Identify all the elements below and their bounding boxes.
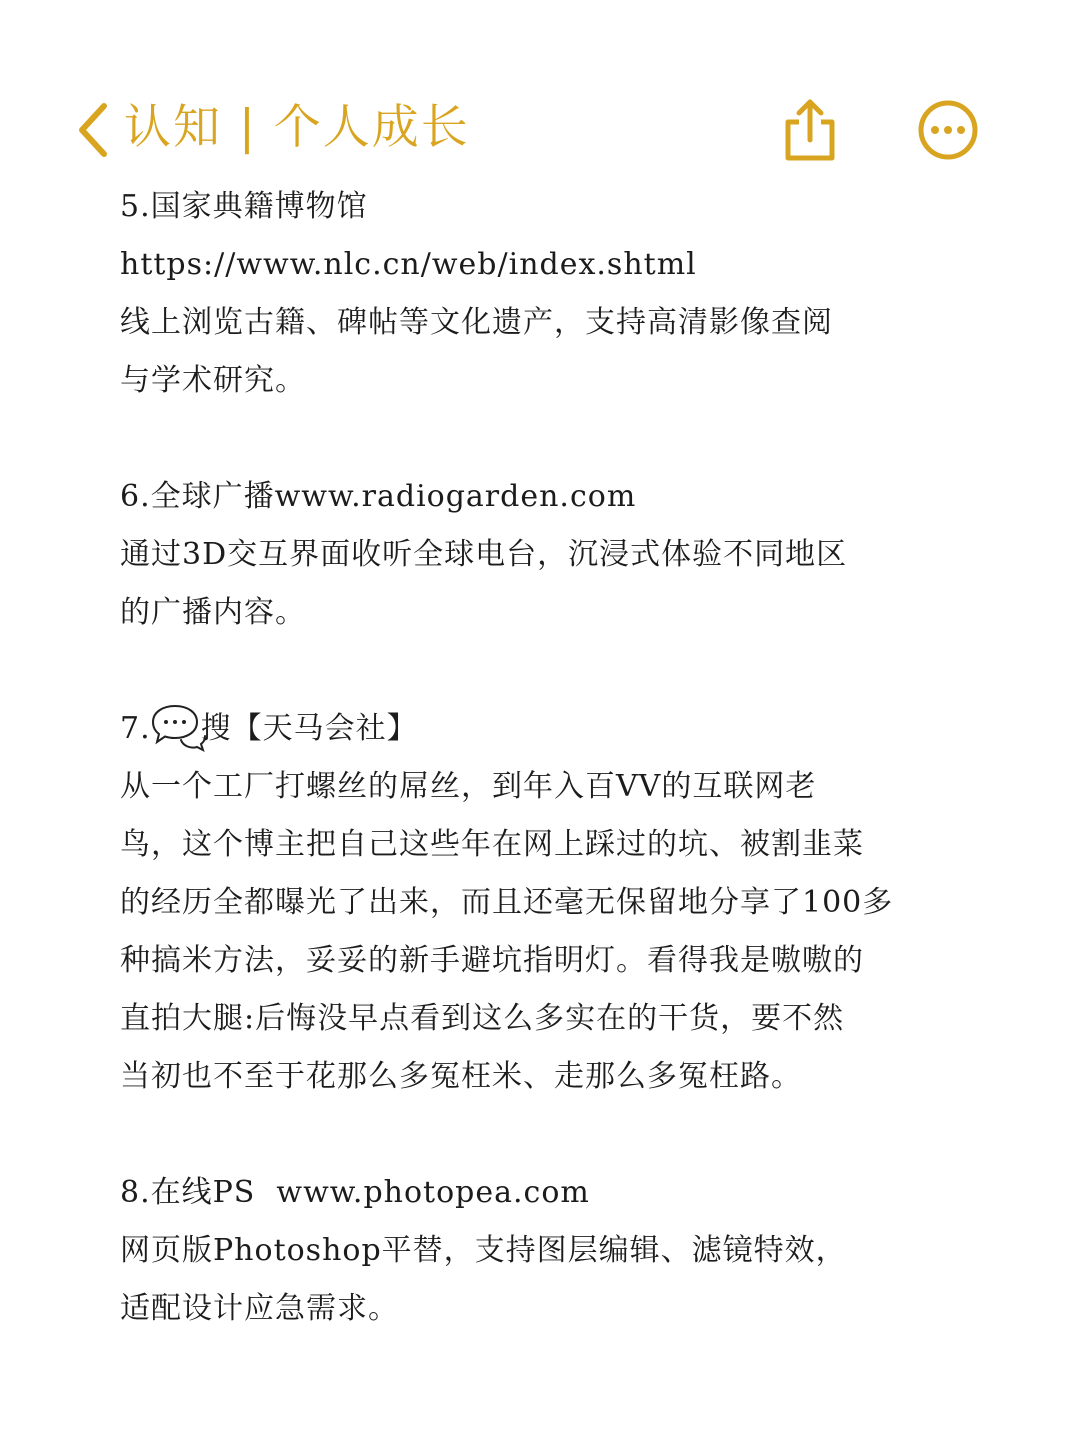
entry-title: [120, 700, 1020, 758]
more-icon: [916, 98, 980, 162]
entry-6: [120, 468, 1020, 642]
share-button[interactable]: [780, 96, 840, 162]
entry-desc-line: 线上浏览古籍、碑帖等文化遗产，支持高清影像查阅: [120, 305, 833, 340]
back-button[interactable]: [72, 98, 116, 162]
entry-desc-line: 鸟，这个博主把自己这些年在网上踩过的坑、被割韭菜: [120, 827, 864, 862]
entry-title-suffix: 搜【天马会社】: [200, 711, 418, 746]
entry-8: [120, 1164, 1020, 1338]
entry-desc-line: 适配设计应急需求。: [120, 1291, 399, 1326]
entry-desc-line: 直拍大腿:后悔没早点看到这么多实在的干货，要不然: [120, 1001, 845, 1036]
note-content: [120, 178, 1020, 1396]
entry-url[interactable]: https://www.nlc.cn/web/index.shtml: [120, 247, 697, 282]
entry-7: [120, 700, 1020, 1106]
wechat-icon: [147, 702, 209, 752]
entry-title: 6.全球广播www.radiogarden.com: [120, 479, 637, 514]
entry-desc-line: 当初也不至于花那么多冤枉米、走那么多冤枉路。: [120, 1059, 802, 1094]
entry-desc-line: 的广播内容。: [120, 595, 306, 630]
page-title: 认知 | 个人成长: [124, 100, 470, 155]
entry-desc-line: 与学术研究。: [120, 363, 306, 398]
more-options-button[interactable]: [916, 98, 980, 162]
entry-desc-line: 通过3D交互界面收听全球电台，沉浸式体验不同地区: [120, 537, 848, 572]
share-icon: [780, 96, 840, 162]
entry-title: 5.国家典籍博物馆: [120, 189, 368, 224]
entry-title: 8.在线PS www.photopea.com: [120, 1175, 590, 1210]
entry-5: [120, 178, 1020, 410]
entry-desc-line: 的经历全都曝光了出来，而且还毫无保留地分享了100多: [120, 885, 894, 920]
chevron-left-icon: [72, 98, 116, 162]
top-nav-bar: [0, 88, 1080, 172]
entry-desc-line: 从一个工厂打螺丝的屌丝，到年入百VV的互联网老: [120, 769, 817, 804]
entry-desc-line: 网页版Photoshop平替，支持图层编辑、滤镜特效，: [120, 1233, 847, 1268]
entry-desc-line: 种搞米方法，妥妥的新手避坑指明灯。看得我是嗷嗷的: [120, 943, 864, 978]
entry-title-prefix: 7.: [120, 711, 151, 746]
